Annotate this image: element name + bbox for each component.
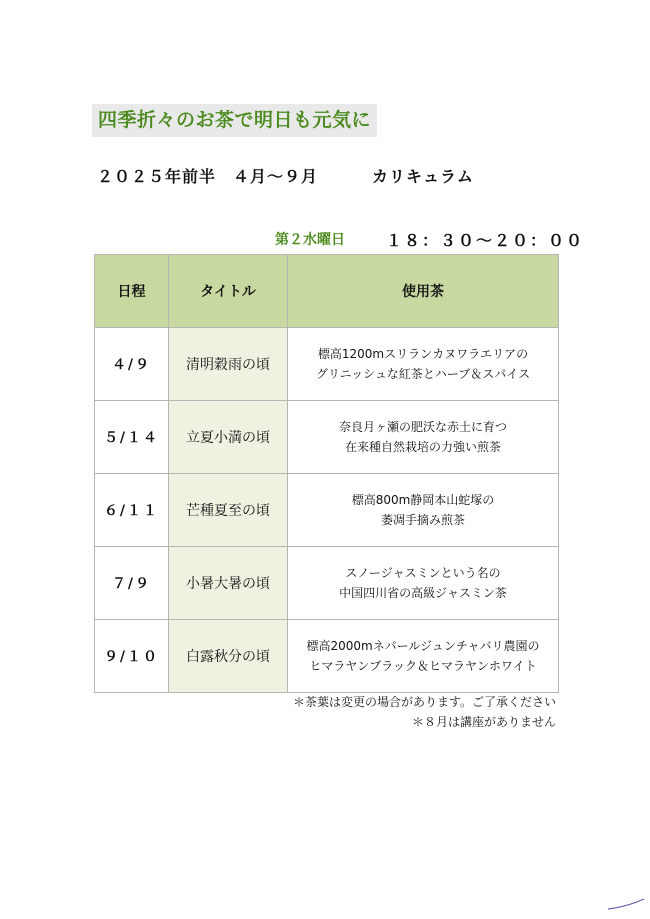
row-title: 芒種夏至の頃 [169,474,288,547]
table-row [95,474,559,547]
row-tea [288,547,559,620]
row-title: 立夏小満の頃 [169,401,288,474]
schedule-time: １８：３０〜２０：００ [386,231,585,250]
schedule-day: 第２水曜日 [275,232,345,248]
header-title: タイトル [169,255,288,328]
page-title: 四季折々のお茶で明日も元気に [92,104,377,137]
header-date: 日程 [95,255,169,328]
row-date: ４/９ [95,328,169,401]
curriculum-heading: カリキュラム [372,167,474,186]
row-tea [288,328,559,401]
tea-line: 中国四川省の高級ジャスミン茶 [339,586,507,600]
row-date: ５/１４ [95,401,169,474]
note-august: ＊８月は講座がありません [411,715,556,729]
curriculum-table [94,254,559,693]
row-tea [288,401,559,474]
tea-line: 萎凋手摘み煎茶 [380,513,465,527]
term-heading: ２０２５年前半 ４月〜９月 [97,167,319,186]
table-row [95,620,559,693]
row-date: ６/１１ [95,474,169,547]
table-row [95,547,559,620]
table-row [95,328,559,401]
tea-line: 標高2000mネパールジュンチャバリ農園の [306,639,540,653]
row-title: 小暑大暑の頃 [169,547,288,620]
tea-line: 奈良月ヶ瀬の肥沃な赤土に育つ [338,420,507,434]
header-tea: 使用茶 [288,255,559,328]
tea-line: グリニッシュな紅茶とハーブ＆スパイス [315,367,531,381]
row-title: 清明穀雨の頃 [169,328,288,401]
row-date: ９/１０ [95,620,169,693]
row-tea [288,474,559,547]
note-tea-change: ＊茶葉は変更の場合があります。ご了承ください [292,695,556,709]
tea-line: 在来種自然栽培の力強い煎茶 [344,440,501,454]
table-row [95,401,559,474]
row-tea [288,620,559,693]
corner-curve-decoration [606,898,646,910]
table-header-row [95,255,559,328]
tea-line: 標高1200mスリランカヌワラエリアの [317,347,529,361]
tea-line: 標高800m静岡本山蛇塚の [351,493,495,507]
row-date: ７/９ [95,547,169,620]
tea-line: スノージャスミンという名の [345,566,501,580]
tea-line: ヒマラヤンブラック＆ヒマラヤンホワイト [309,659,537,673]
row-title: 白露秋分の頃 [169,620,288,693]
